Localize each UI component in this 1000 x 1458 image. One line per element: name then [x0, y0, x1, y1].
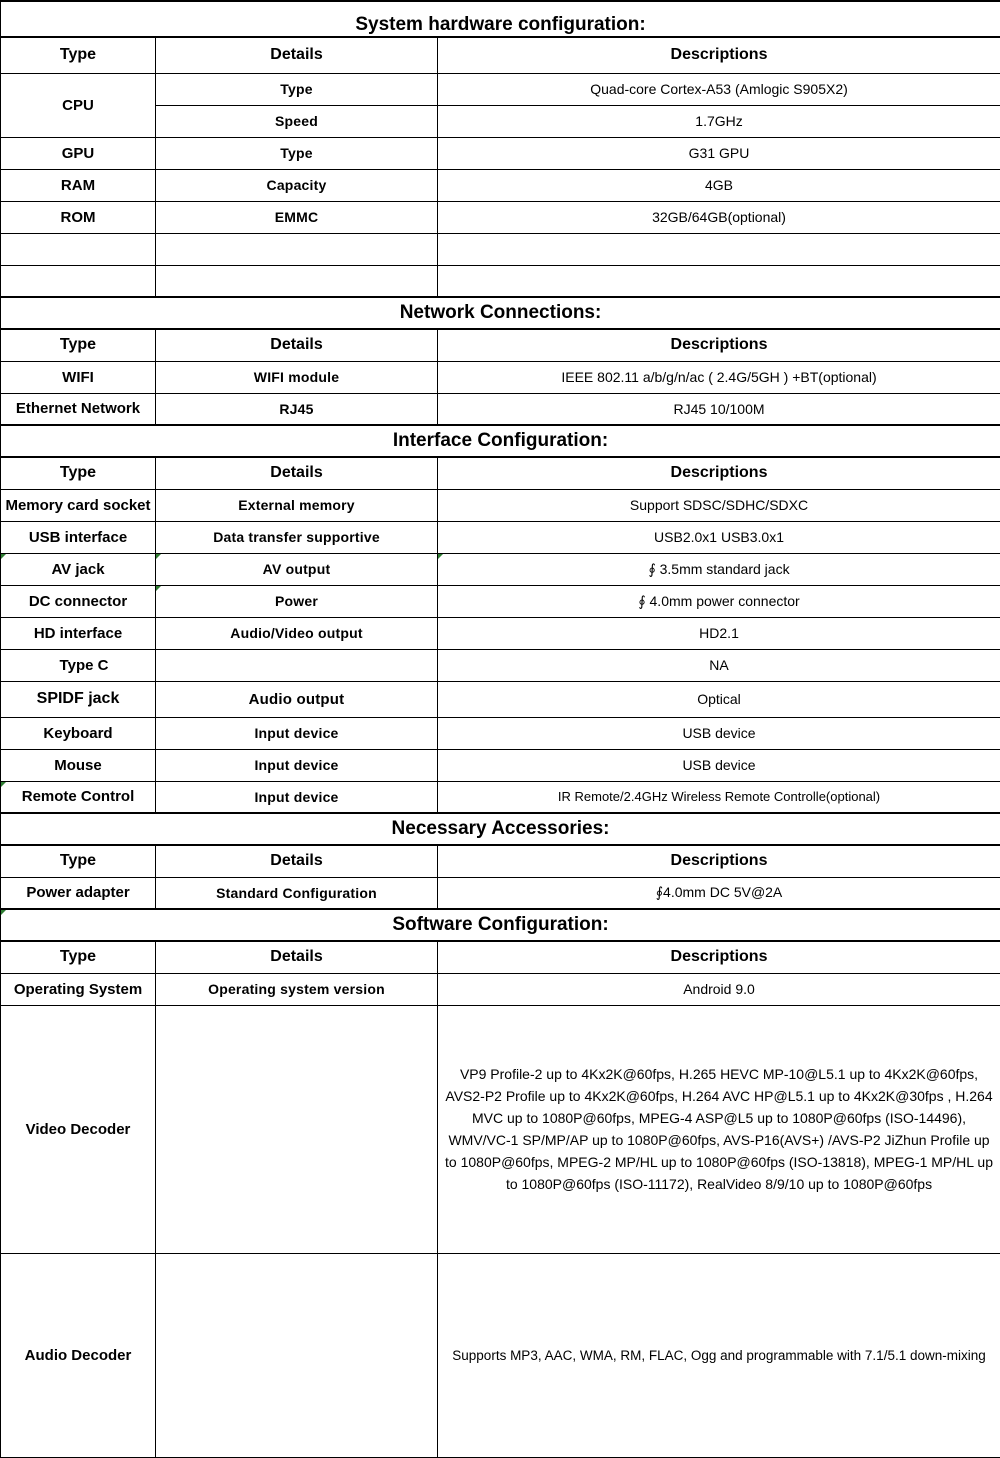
description-cell: Supports MP3, AAC, WMA, RM, FLAC, Ogg and programmable with 7.1/5.1 down-mixing: [438, 1253, 1000, 1457]
description-cell: ∮ 3.5mm standard jack: [438, 553, 1000, 585]
details-cell: Audio output: [156, 681, 438, 717]
details-cell: [156, 649, 438, 681]
table-row: [1, 749, 1000, 781]
table-row: [1, 717, 1000, 749]
header-descriptions: Descriptions: [438, 845, 1000, 877]
table-row: [1, 973, 1000, 1005]
table-row: [1, 73, 1000, 105]
details-cell: AV output: [156, 553, 438, 585]
type-cell: Memory card socket: [1, 489, 156, 521]
description-cell: 32GB/64GB(optional): [438, 201, 1000, 233]
description-cell: IEEE 802.11 a/b/g/n/ac ( 2.4G/5GH ) +BT(optional): [438, 361, 1000, 393]
details-cell: [156, 265, 438, 297]
table-row: [1, 361, 1000, 393]
section-title-row: [1, 297, 1000, 329]
details-cell: [156, 1253, 438, 1457]
details-cell: Standard Configuration: [156, 877, 438, 909]
details-cell: Power: [156, 585, 438, 617]
description-cell: [438, 265, 1000, 297]
details-cell: Type: [156, 73, 438, 105]
description-cell: VP9 Profile-2 up to 4Kx2K@60fps, H.265 HEVC MP-10@L5.1 up to 4Kx2K@60fps, AVS2-P2 Profile up to 4Kx2K@60fps, H.264 AVC HP@L5.1 up to 4Kx2K@30fps , H.264 MVC up to 1080P@60fps, MPEG-4 ASP@L5 up to 1080P@60fps (ISO-14496), WMV/VC-1 SP/MP/AP up to 1080P@60fps, AVS-P16(AVS+) /AVS-P2 JiZhun Profile up to 1080P@60fps, MPEG-2 MP/HL up to 1080P@60fps (ISO-13818), MPEG-1 MP/HL up to 1080P@60fps (ISO-11172), RealVideo 8/9/10 up to 1080P@60fps: [438, 1005, 1000, 1253]
section-title: Interface Configuration:: [1, 425, 1000, 457]
header-details: Details: [156, 37, 438, 73]
table-row: [1, 681, 1000, 717]
type-cell: Mouse: [1, 749, 156, 781]
description-cell: 4GB: [438, 169, 1000, 201]
type-cell: Video Decoder: [1, 1005, 156, 1253]
header-row: [1, 941, 1000, 973]
details-cell: [156, 233, 438, 265]
description-cell: HD2.1: [438, 617, 1000, 649]
section-title: Network Connections:: [1, 297, 1000, 329]
section-title: Necessary Accessories:: [1, 813, 1000, 845]
details-cell: Input device: [156, 717, 438, 749]
details-cell: Speed: [156, 105, 438, 137]
details-cell: Type: [156, 137, 438, 169]
header-details: Details: [156, 941, 438, 973]
details-cell: Input device: [156, 749, 438, 781]
description-cell: USB2.0x1 USB3.0x1: [438, 521, 1000, 553]
header-descriptions: Descriptions: [438, 329, 1000, 361]
header-row: [1, 329, 1000, 361]
details-cell: EMMC: [156, 201, 438, 233]
type-cell: [1, 265, 156, 297]
table-row: [1, 201, 1000, 233]
type-cell: CPU: [1, 73, 156, 137]
type-cell: USB interface: [1, 521, 156, 553]
details-cell: Operating system version: [156, 973, 438, 1005]
section-title: Software Configuration:: [1, 909, 1000, 941]
type-cell: DC connector: [1, 585, 156, 617]
section-title-row: [1, 425, 1000, 457]
type-cell: [1, 233, 156, 265]
table-row: [1, 649, 1000, 681]
type-cell: GPU: [1, 137, 156, 169]
table-row: [1, 233, 1000, 265]
type-cell: SPIDF jack: [1, 681, 156, 717]
description-cell: RJ45 10/100M: [438, 393, 1000, 425]
section-title-row: [1, 1, 1000, 37]
description-cell: Support SDSC/SDHC/SDXC: [438, 489, 1000, 521]
table-row: [1, 521, 1000, 553]
table-row: [1, 781, 1000, 813]
table-row: [1, 877, 1000, 909]
table-row: [1, 1253, 1000, 1457]
description-cell: USB device: [438, 717, 1000, 749]
type-cell: Keyboard: [1, 717, 156, 749]
details-cell: Input device: [156, 781, 438, 813]
header-descriptions: Descriptions: [438, 941, 1000, 973]
type-cell: Ethernet Network: [1, 393, 156, 425]
table-row: [1, 393, 1000, 425]
details-cell: RJ45: [156, 393, 438, 425]
details-cell: Data transfer supportive: [156, 521, 438, 553]
table-row: [1, 137, 1000, 169]
header-details: Details: [156, 329, 438, 361]
table-row: [1, 489, 1000, 521]
header-type: Type: [1, 329, 156, 361]
header-row: [1, 37, 1000, 73]
header-row: [1, 845, 1000, 877]
header-type: Type: [1, 941, 156, 973]
table-row: [1, 1005, 1000, 1253]
type-cell: Power adapter: [1, 877, 156, 909]
type-cell: ROM: [1, 201, 156, 233]
details-cell: External memory: [156, 489, 438, 521]
description-cell: Optical: [438, 681, 1000, 717]
table-row: [1, 553, 1000, 585]
section-title: System hardware configuration:: [1, 1, 1000, 37]
description-cell: USB device: [438, 749, 1000, 781]
header-descriptions: Descriptions: [438, 457, 1000, 489]
section-title-row: [1, 813, 1000, 845]
description-cell: [438, 233, 1000, 265]
details-cell: [156, 1005, 438, 1253]
header-type: Type: [1, 457, 156, 489]
description-cell: ∮ 4.0mm power connector: [438, 585, 1000, 617]
type-cell: Operating System: [1, 973, 156, 1005]
description-cell: ∮4.0mm DC 5V@2A: [438, 877, 1000, 909]
type-cell: Remote Control: [1, 781, 156, 813]
header-details: Details: [156, 845, 438, 877]
details-cell: Capacity: [156, 169, 438, 201]
description-cell: 1.7GHz: [438, 105, 1000, 137]
details-cell: WIFI module: [156, 361, 438, 393]
section-title-row: [1, 909, 1000, 941]
table-row: [1, 265, 1000, 297]
type-cell: HD interface: [1, 617, 156, 649]
description-cell: G31 GPU: [438, 137, 1000, 169]
table-row: [1, 169, 1000, 201]
type-cell: WIFI: [1, 361, 156, 393]
table-row: [1, 617, 1000, 649]
header-row: [1, 457, 1000, 489]
description-cell: NA: [438, 649, 1000, 681]
type-cell: RAM: [1, 169, 156, 201]
details-cell: Audio/Video output: [156, 617, 438, 649]
header-type: Type: [1, 845, 156, 877]
type-cell: Audio Decoder: [1, 1253, 156, 1457]
type-cell: Type C: [1, 649, 156, 681]
description-cell: Android 9.0: [438, 973, 1000, 1005]
table-row: [1, 585, 1000, 617]
description-cell: Quad-core Cortex-A53 (Amlogic S905X2): [438, 73, 1000, 105]
header-descriptions: Descriptions: [438, 37, 1000, 73]
header-type: Type: [1, 37, 156, 73]
header-details: Details: [156, 457, 438, 489]
description-cell: IR Remote/2.4GHz Wireless Remote Controlle(optional): [438, 781, 1000, 813]
type-cell: AV jack: [1, 553, 156, 585]
